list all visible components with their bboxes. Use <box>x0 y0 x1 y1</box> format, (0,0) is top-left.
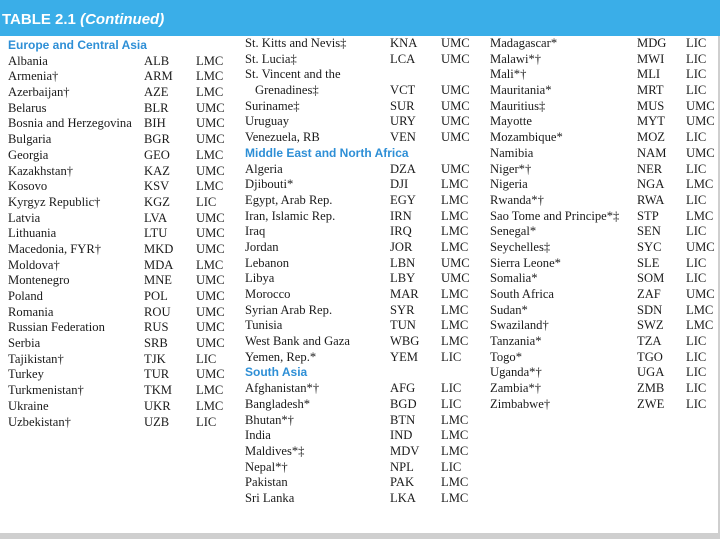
income-group: UMC <box>441 130 470 145</box>
country-code: NER <box>637 161 663 176</box>
country-code: EGY <box>390 192 416 207</box>
country-code: KSV <box>144 179 170 194</box>
income-group: LIC <box>686 67 707 82</box>
income-group: LMC <box>441 334 469 349</box>
income-group: UMC <box>196 336 225 351</box>
country-name: Somalia* <box>490 271 538 286</box>
country-code: IND <box>390 428 413 443</box>
country-code: URY <box>390 114 416 129</box>
income-group: UMC <box>441 271 470 286</box>
country-code: ARM <box>144 69 173 84</box>
country-name: Sri Lanka <box>245 490 295 505</box>
country-code: WBG <box>390 334 420 349</box>
country-code: BIH <box>144 116 166 131</box>
income-group: LIC <box>441 349 462 364</box>
income-group: LMC <box>441 475 469 490</box>
income-group: LIC <box>686 51 707 66</box>
income-group: UMC <box>686 287 715 301</box>
country-name: Zimbabwe† <box>490 396 551 411</box>
income-group: UMC <box>196 163 225 178</box>
country-name: Bhutan*† <box>245 412 294 427</box>
country-name: Togo* <box>490 349 523 364</box>
country-code: UZB <box>144 414 170 429</box>
income-group: UMC <box>686 145 715 160</box>
income-group: UMC <box>196 320 225 335</box>
country-code: VEN <box>390 130 416 145</box>
country-name: Lithuania <box>8 226 57 241</box>
country-code: KNA <box>390 36 418 50</box>
country-name: Turkmenistan† <box>8 383 84 398</box>
income-group: LMC <box>686 302 714 317</box>
country-name: Mozambique* <box>490 130 563 145</box>
country-name: Macedonia, FYR† <box>8 241 102 256</box>
country-name: Senegal* <box>490 224 537 239</box>
country-code: BLR <box>144 100 169 115</box>
country-name: Albania <box>8 53 48 68</box>
country-name: Poland <box>8 289 43 303</box>
country-code: SLE <box>637 255 660 270</box>
income-group: UMC <box>686 239 715 254</box>
income-group: LMC <box>441 208 469 223</box>
country-name: Seychelles‡ <box>490 239 551 254</box>
income-group: LIC <box>686 381 707 396</box>
country-name: Grenadines‡ <box>255 83 319 98</box>
country-name: Syrian Arab Rep. <box>245 302 333 317</box>
country-name: Uganda*† <box>490 365 542 380</box>
country-name: Lebanon <box>245 255 290 270</box>
table-title <box>2 11 164 28</box>
country-name: Venezuela, RB <box>245 130 320 145</box>
income-group: LIC <box>686 365 707 380</box>
income-group: LMC <box>441 192 469 207</box>
country-name: Iraq <box>245 224 266 239</box>
income-group: UMC <box>196 304 225 319</box>
income-group: UMC <box>441 51 470 66</box>
country-name: Morocco <box>245 287 291 301</box>
country-name: Kyrgyz Republic† <box>8 194 101 209</box>
country-code: MNE <box>144 273 172 288</box>
country-code: MDG <box>637 36 667 50</box>
country-code: LBY <box>390 271 416 286</box>
country-code: ALB <box>144 53 170 68</box>
country-name: Yemen, Rep.* <box>245 349 317 364</box>
country-code: VCT <box>390 83 416 98</box>
income-group: UMC <box>196 367 225 382</box>
country-code: STP <box>637 208 659 223</box>
country-name: Bangladesh* <box>245 396 311 411</box>
country-code: SEN <box>637 224 661 239</box>
country-code: KAZ <box>144 163 170 178</box>
income-group: LIC <box>686 334 707 349</box>
income-group: UMC <box>196 132 225 147</box>
country-code: UGA <box>637 365 665 380</box>
country-name: West Bank and Gaza <box>245 334 350 349</box>
country-code: UKR <box>144 398 171 413</box>
country-name: Georgia <box>8 147 49 162</box>
income-group: LMC <box>441 287 469 301</box>
country-code: MKD <box>144 241 174 256</box>
income-group: LIC <box>441 396 462 411</box>
income-group: LIC <box>441 381 462 396</box>
income-group: UMC <box>196 241 225 256</box>
income-group: LIC <box>686 161 707 176</box>
income-group: LMC <box>196 398 224 413</box>
country-name: Tunisia <box>245 318 283 333</box>
country-code: ZWE <box>637 396 665 411</box>
country-name: Malawi*† <box>490 51 542 66</box>
country-code: RWA <box>637 192 665 207</box>
country-code: JOR <box>390 239 413 254</box>
country-name: Mali*† <box>490 67 527 82</box>
country-name: South Africa <box>490 287 555 301</box>
income-group: LIC <box>686 83 707 98</box>
country-name: Montenegro <box>8 273 70 288</box>
country-code: TKM <box>144 383 172 398</box>
country-code: BGR <box>144 132 170 147</box>
income-group: UMC <box>196 273 225 288</box>
income-group: UMC <box>441 255 470 270</box>
country-code: NGA <box>637 177 665 192</box>
income-group: LMC <box>196 147 224 162</box>
country-code: SUR <box>390 98 415 113</box>
country-code: KGZ <box>144 194 170 209</box>
income-group: UMC <box>196 289 225 303</box>
table-number: TABLE 2.1 <box>2 11 76 28</box>
country-code: SYR <box>390 302 415 317</box>
country-code: ROU <box>144 304 171 319</box>
country-code: IRN <box>390 208 412 223</box>
country-code: DZA <box>390 161 416 176</box>
country-name: Mauritius‡ <box>490 98 546 113</box>
country-code: SOM <box>637 271 665 286</box>
country-name: St. Lucia‡ <box>245 51 297 66</box>
income-group: UMC <box>196 116 225 131</box>
income-group: LMC <box>441 412 469 427</box>
income-group: LMC <box>686 177 714 192</box>
country-code: BTN <box>390 412 416 427</box>
country-name: Kosovo <box>8 179 48 194</box>
income-group: UMC <box>686 98 715 113</box>
country-name: Mauritania* <box>490 83 552 98</box>
country-code: MLI <box>637 67 661 82</box>
income-group: LMC <box>441 490 469 505</box>
country-code: MYT <box>637 114 665 129</box>
income-group: UMC <box>196 210 225 225</box>
income-group: LIC <box>686 224 707 239</box>
income-group: LMC <box>441 428 469 443</box>
income-group: UMC <box>441 36 470 50</box>
country-name: Turkey <box>8 367 44 382</box>
country-code: POL <box>144 289 168 303</box>
income-group: LMC <box>196 53 224 68</box>
income-group: LIC <box>196 194 217 209</box>
country-name: Sudan* <box>490 302 528 317</box>
country-name: Uzbekistan† <box>8 414 71 429</box>
income-group: LIC <box>441 459 462 474</box>
country-name: Rwanda*† <box>490 192 544 207</box>
income-group: UMC <box>686 114 715 129</box>
country-name: Suriname‡ <box>245 98 300 113</box>
country-name: Belarus <box>8 100 47 115</box>
income-group: LMC <box>441 177 469 192</box>
country-code: MOZ <box>637 130 665 145</box>
country-name: Namibia <box>490 145 534 160</box>
income-group: UMC <box>196 100 225 115</box>
country-name: Sierra Leone* <box>490 255 561 270</box>
income-group: LMC <box>441 239 469 254</box>
country-name: Egypt, Arab Rep. <box>245 192 333 207</box>
country-name: Mayotte <box>490 114 532 129</box>
country-name: Uruguay <box>245 114 290 129</box>
income-group: LMC <box>196 85 224 100</box>
country-name: Ukraine <box>8 398 49 413</box>
income-group: LIC <box>686 192 707 207</box>
country-code: AZE <box>144 85 169 100</box>
country-name: Jordan <box>245 239 279 254</box>
income-group: LIC <box>686 349 707 364</box>
country-code: MWI <box>637 51 665 66</box>
country-code: MDA <box>144 257 174 272</box>
country-name: Azerbaijan† <box>8 85 70 100</box>
country-name: Tanzania* <box>490 334 542 349</box>
country-name: Armenia† <box>8 69 59 84</box>
country-code: LVA <box>144 210 168 225</box>
country-code: MRT <box>637 83 664 98</box>
country-code: MDV <box>390 443 420 458</box>
country-name: Afghanistan*† <box>245 381 320 396</box>
income-group: UMC <box>441 114 470 129</box>
income-group: LMC <box>686 318 714 333</box>
country-code: SWZ <box>637 318 664 333</box>
country-code: TUN <box>390 318 416 333</box>
income-group: LIC <box>196 414 217 429</box>
country-name: St. Kitts and Nevis‡ <box>245 36 347 50</box>
country-code: NAM <box>637 145 667 160</box>
country-name: Latvia <box>8 210 41 225</box>
country-name: Kazakhstan† <box>8 163 74 178</box>
country-code: SDN <box>637 302 663 317</box>
country-code: PAK <box>390 475 415 490</box>
country-code: LCA <box>390 51 416 66</box>
country-code: LTU <box>144 226 168 241</box>
country-code: TZA <box>637 334 662 349</box>
income-group: LMC <box>686 208 714 223</box>
income-group: UMC <box>441 98 470 113</box>
income-group: LIC <box>196 351 217 366</box>
region-heading-label: Europe and Central Asia <box>8 38 147 52</box>
income-group: LIC <box>686 255 707 270</box>
country-name: Maldives*‡ <box>245 443 305 458</box>
country-code: BGD <box>390 396 417 411</box>
country-name: India <box>245 428 271 443</box>
income-group: LIC <box>686 271 707 286</box>
country-name: Serbia <box>8 336 41 351</box>
country-name: Djibouti* <box>245 177 294 192</box>
table-continued-label: (Continued) <box>80 11 165 28</box>
country-code: AFG <box>390 381 416 396</box>
income-group: LMC <box>441 443 469 458</box>
country-code: LBN <box>390 255 416 270</box>
country-name: Romania <box>8 304 54 319</box>
country-code: ZMB <box>637 381 665 396</box>
country-code: MAR <box>390 287 419 301</box>
title-bar <box>0 0 720 36</box>
country-code: TGO <box>637 349 663 364</box>
country-code: TJK <box>144 351 166 366</box>
income-group: UMC <box>441 83 470 98</box>
country-name: Algeria <box>245 161 283 176</box>
country-name: Moldova† <box>8 257 60 272</box>
country-name: Iran, Islamic Rep. <box>245 208 336 223</box>
country-code: ZAF <box>637 287 661 301</box>
country-code: SYC <box>637 239 662 254</box>
country-code: TUR <box>144 367 170 382</box>
income-group: LMC <box>196 69 224 84</box>
income-group: LMC <box>196 383 224 398</box>
income-group: LMC <box>441 302 469 317</box>
country-code: SRB <box>144 336 168 351</box>
country-name: Niger*† <box>490 161 532 176</box>
country-name: St. Vincent and the <box>245 67 341 82</box>
country-code: YEM <box>390 349 418 364</box>
income-group: LMC <box>196 179 224 194</box>
country-name: Pakistan <box>245 475 288 490</box>
country-code: IRQ <box>390 224 412 239</box>
region-heading-label: Middle East and North Africa <box>245 145 409 160</box>
country-name: Zambia*† <box>490 381 542 396</box>
income-group: LIC <box>686 396 707 411</box>
country-name: Russian Federation <box>8 320 105 335</box>
country-code: MUS <box>637 98 665 113</box>
country-name: Bosnia and Herzegovina <box>8 116 132 131</box>
country-name: Sao Tome and Principe*‡ <box>490 208 620 223</box>
country-code: NPL <box>390 459 414 474</box>
income-group: UMC <box>196 226 225 241</box>
country-code: DJI <box>390 177 409 192</box>
country-code: RUS <box>144 320 169 335</box>
country-name: Nepal*† <box>245 459 288 474</box>
country-name: Bulgaria <box>8 132 52 147</box>
income-group: LMC <box>196 257 224 272</box>
country-name: Tajikistan† <box>8 351 64 366</box>
region-heading-label: South Asia <box>245 365 308 380</box>
country-name: Libya <box>245 271 275 286</box>
income-group: LIC <box>686 36 707 50</box>
income-group: LMC <box>441 318 469 333</box>
income-group: LIC <box>686 130 707 145</box>
income-group: LMC <box>441 224 469 239</box>
country-code: GEO <box>144 147 170 162</box>
country-code: LKA <box>390 490 416 505</box>
income-group: UMC <box>441 161 470 176</box>
country-name: Nigeria <box>490 177 528 192</box>
country-name: Swaziland† <box>490 318 549 333</box>
country-name: Madagascar* <box>490 36 558 50</box>
